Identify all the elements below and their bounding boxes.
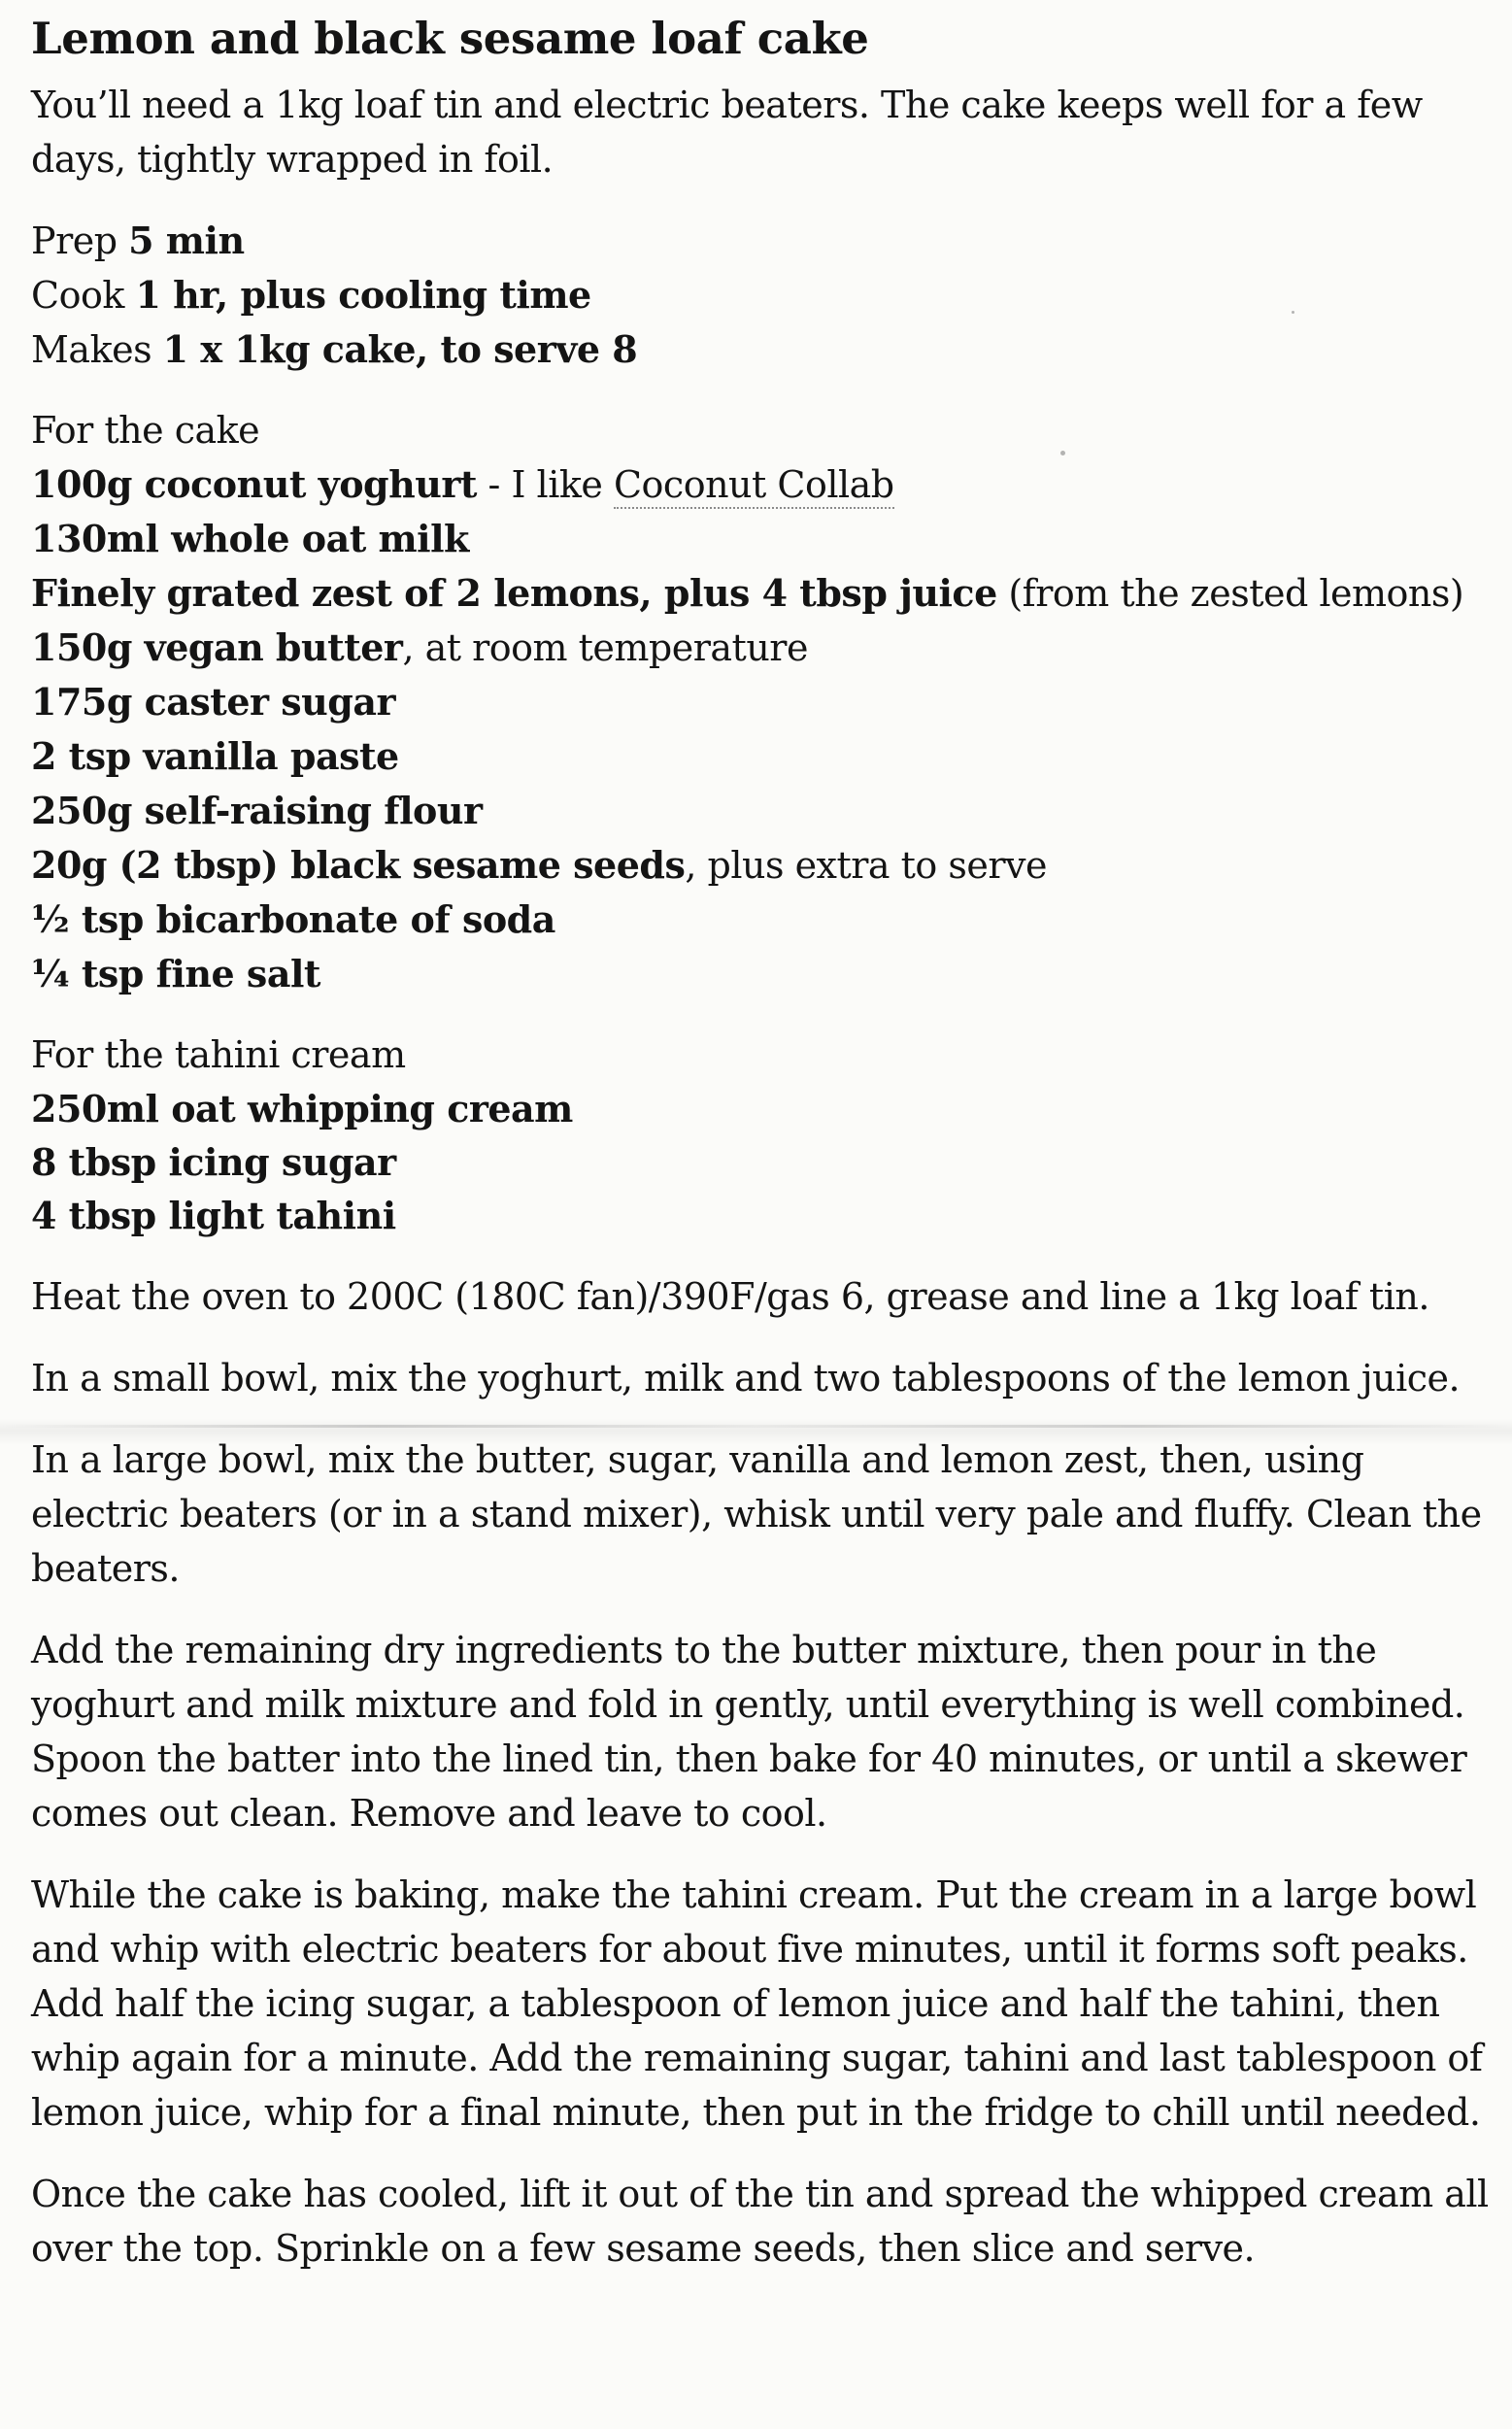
recipe-intro: You’ll need a 1kg loaf tin and electric beaters. The cake keeps well for a few days, tightly wrapped in foil. (31, 84, 1423, 181)
method-step-1: Heat the oven to 200C (180C fan)/390F/gas 6, grease and line a 1kg loaf tin. (31, 1275, 1429, 1318)
ingredient-item: 250g self-raising flour (31, 789, 483, 832)
ingredient-item: ½ tsp bicarbonate of soda (31, 897, 555, 941)
ingredient-item: ¼ tsp fine salt (31, 952, 320, 995)
ingredient-item: 130ml whole oat milk (31, 517, 469, 560)
prep-time: Prep 5 min (31, 219, 245, 262)
method-step-4: Add the remaining dry ingredients to the butter mixture, then pour in the yoghurt and milk mixture and fold in gently, until everything is well combined. Spoon the batter into the lined tin, then bake for 40 minutes, or until a skewer comes out clean. Remove and leave to cool. (31, 1629, 1467, 1835)
ingredient-item: Finely grated zest of 2 lemons, plus 4 tbsp juice (from the zested lemons) (31, 571, 1464, 615)
ingredient-item: 175g caster sugar (31, 680, 395, 724)
cream-heading: For the tahini cream (31, 1033, 406, 1076)
recipe-meta (31, 214, 1489, 377)
ingredient-item: 250ml oat whipping cream (31, 1087, 573, 1130)
ingredient-item: 2 tsp vanilla paste (31, 734, 399, 778)
paper-fold-crease (0, 1425, 1512, 1428)
method-step-2: In a small bowl, mix the yoghurt, milk and two tablespoons of the lemon juice. (31, 1357, 1461, 1400)
ingredient-item: 8 tbsp icing sugar (31, 1140, 396, 1184)
ingredient-item: 20g (2 tbsp) black sesame seeds, plus extra to serve (31, 843, 1047, 887)
coconut-collab-link[interactable]: Coconut Collab (614, 463, 894, 509)
cream-ingredients-section (31, 1029, 1489, 1242)
cake-ingredients-section (31, 404, 1489, 1001)
ingredient-item: 100g coconut yoghurt - I like Coconut Collab (31, 457, 1489, 512)
recipe-title: Lemon and black sesame loaf cake (31, 13, 869, 64)
method-step-3: In a large bowl, mix the butter, sugar, vanilla and lemon zest, then, using electric beaters (or in a stand mixer), whisk until very pale and fluffy. Clean the beaters. (31, 1438, 1482, 1590)
ingredient-item: 150g vegan butter, at room temperature (31, 625, 808, 669)
cook-time: Cook 1 hr, plus cooling time (31, 273, 591, 317)
makes: Makes 1 x 1kg cake, to serve 8 (31, 327, 638, 371)
paper-speck (1060, 451, 1065, 455)
method-step-5: While the cake is baking, make the tahini cream. Put the cream in a large bowl and whip with electric beaters for about five minutes, until it forms soft peaks. Add half the icing sugar, a tablespoon of lemon juice and half the tahini, then whip again for a minute. Add the remaining sugar, tahini and last tablespoon of lemon juice, whip for a final minute, then put in the fridge to chill until needed. (31, 1873, 1483, 2134)
method-step-6: Once the cake has cooled, lift it out of the tin and spread the whipped cream all over the top. Sprinkle on a few sesame seeds, then slice and serve. (31, 2173, 1489, 2270)
paper-speck (1292, 311, 1294, 314)
cake-heading: For the cake (31, 409, 260, 452)
ingredient-item: 4 tbsp light tahini (31, 1194, 396, 1237)
